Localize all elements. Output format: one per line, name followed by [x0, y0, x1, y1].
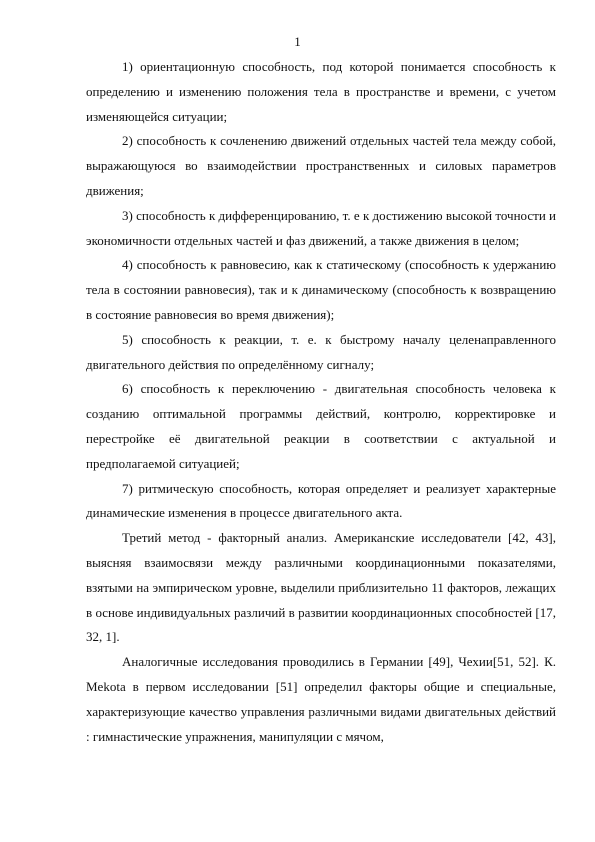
paragraph-coupling-ability: 2) способность к сочленению движений отдельных частей тела между собой, выражающуюся во взаимодействии пространственных и силовых параметров движения;: [86, 133, 556, 198]
paragraph-switching-ability: 6) способность к переключению - двигательная способность человека к созданию оптимальной программы действий, контролю, корректировке и перестройке её двигательной реакции в соответствии с актуальной и предполагаемой ситуацией;: [86, 381, 556, 471]
paragraph-balance-ability: 4) способность к равновесию, как к статическому (способность к удержанию тела в состоянии равновесия), так и к динамическому (способность к возвращению в состояние равновесия во время движения);: [86, 257, 556, 322]
paragraph-orientation-ability: 1) ориентационную способность, под которой понимается способность к определению и изменению положения тела в пространстве и времени, с учетом изменяющейся ситуации;: [86, 59, 556, 124]
paragraph-similar-studies: Аналогичные исследования проводились в Германии [49], Чехии[51, 52]. К. Mekota в первом исследовании [51] определил факторы общие и специальные, характеризующие качество управления различными видами двигательных действий : гимнастические упражнения, манипуляции с мячом,: [86, 654, 556, 744]
paragraph-rhythmic-ability: 7) ритмическую способность, которая определяет и реализует характерные динамические изменения в процессе двигательного акта.: [86, 480, 556, 521]
page-number: 1: [294, 34, 301, 49]
paragraph-reaction-ability: 5) способность к реакции, т. е. к быстрому началу целенаправленного двигательного действия по определённому сигналу;: [86, 331, 556, 372]
body-text: [86, 55, 556, 749]
paragraph-factor-analysis: Третий метод - факторный анализ. Американские исследователи [42, 43], выясняя взаимосвязи между различными координационными показателями, взятыми на эмпирическом уровне, выделили приблизительно 11 факторов, лежащих в основе индивидуальных различий в развитии координационных способностей [17, 32, 1].: [86, 530, 556, 645]
paragraph-differentiation-ability: 3) способность к дифференцированию, т. е к достижению высокой точности и экономичности отдельных частей и фаз движений, а также движения в целом;: [86, 207, 556, 248]
